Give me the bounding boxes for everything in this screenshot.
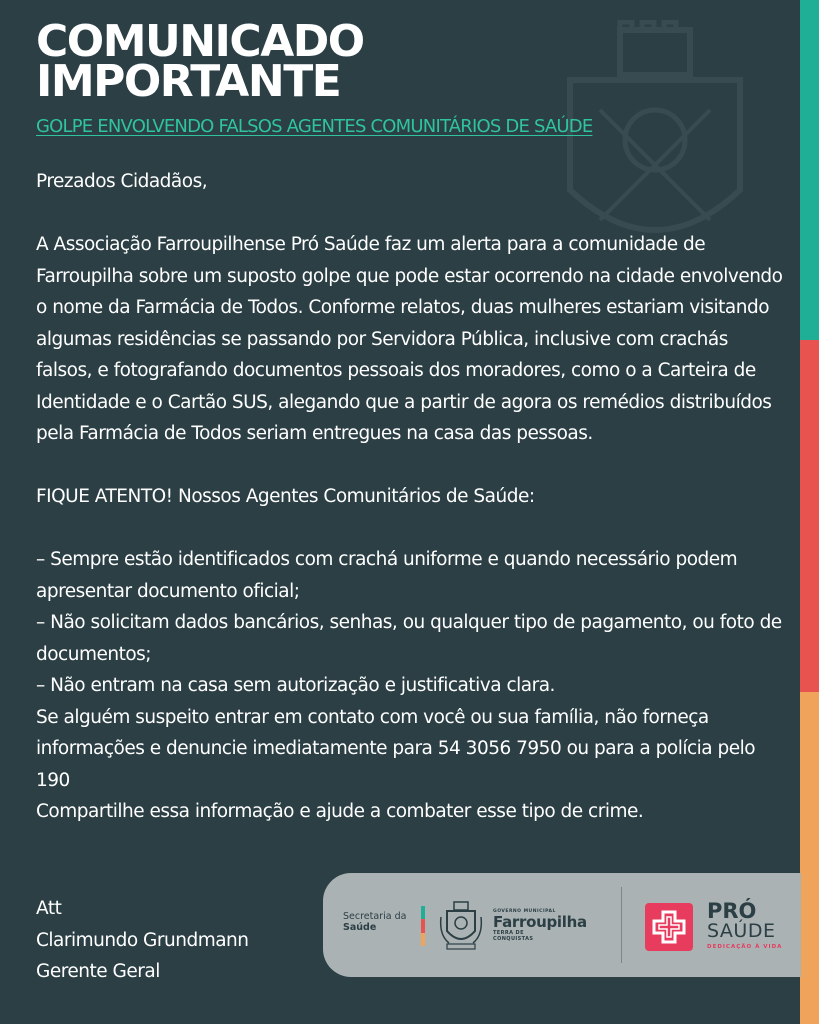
spacer [36,513,788,545]
list-item: – Não solicitam dados bancários, senhas, ou qualquer tipo de pagamento, ou foto de documentos; [36,612,782,665]
farroupilha-name: Farroupilha [493,913,587,931]
secretaria-label: Secretaria da [343,911,407,922]
title-line-2: IMPORTANTE [36,56,341,107]
subtitle: GOLPE ENVOLVENDO FALSOS AGENTES COMUNITÁRIOS DE SAÚDE [36,116,593,137]
color-tick-orange [421,933,425,946]
pro-word: PRÓ [707,899,757,923]
saude-word: SAÚDE [707,920,776,942]
spacer [36,198,788,230]
list-item: – Não entram na casa sem autorização e justificativa clara. [36,675,555,696]
farroupilha-overline: GOVERNO MUNICIPAL [493,909,556,914]
signature-att: Att [36,898,62,919]
logo-bar [323,873,801,977]
page-title [36,16,364,107]
accent-stripe-teal [800,0,819,340]
paragraph-report: Se alguém suspeito entrar em contato com você ou sua família, não forneça informações e denuncie imediatamente para 54 3056 7950 ou para a polícia pelo 190 [36,706,756,791]
pro-saude-logo-mark [645,903,693,951]
pro-saude-cross-icon [645,903,693,951]
secretaria-logo [343,911,406,933]
accent-stripe-orange [800,692,819,1024]
farroupilha-tagline-1: TERRA DE [493,930,524,936]
pro-saude-tagline: DEDICAÇÃO À VIDA [707,944,783,950]
title-line-1: COMUNICADO [36,16,364,67]
farroupilha-tagline-2: CONQUISTAS [493,936,534,942]
paragraph-alert-description: A Associação Farroupilhense Pró Saúde faz um alerta para a comunidade de Farroupilha sobre um suposto golpe que pode estar ocorrendo na cidade envolvendo o nome da Farmácia de Todos. Conforme relatos, duas mulheres estariam visitando algumas residências se passando por Servidora Pública, inclusive com crachás falsos, e fotografando documentos pessoais dos moradores, como o a Carteira de Identidade e o Cartão SUS, alegando que a partir de agora os remédios distribuídos pela Farmácia de Todos seriam entregues na casa das pessoas. [36,234,783,444]
farroupilha-logo [493,909,587,942]
greeting: Prezados Cidadãos, [36,171,208,192]
color-tick-red [421,919,425,933]
secretaria-label-strong: Saúde [343,922,377,933]
accent-stripe-red [800,340,819,692]
alert-heading: FIQUE ATENTO! Nossos Agentes Comunitários de Saúde: [36,486,535,507]
signature [36,893,249,988]
farroupilha-crest-icon [439,901,483,951]
signature-role: Gerente Geral [36,961,160,982]
logo-divider [621,887,622,963]
color-tick-teal [421,906,425,919]
paragraph-share: Compartilhe essa informação e ajude a combater esse tipo de crime. [36,801,644,822]
signature-name: Clarimundo Grundmann [36,929,249,951]
notice-body [36,166,788,828]
pro-saude-logo [707,901,782,950]
list-item: – Sempre estão identificados com crachá uniforme e quando necessário podem apresentar documento oficial; [36,549,738,602]
spacer [36,450,788,482]
